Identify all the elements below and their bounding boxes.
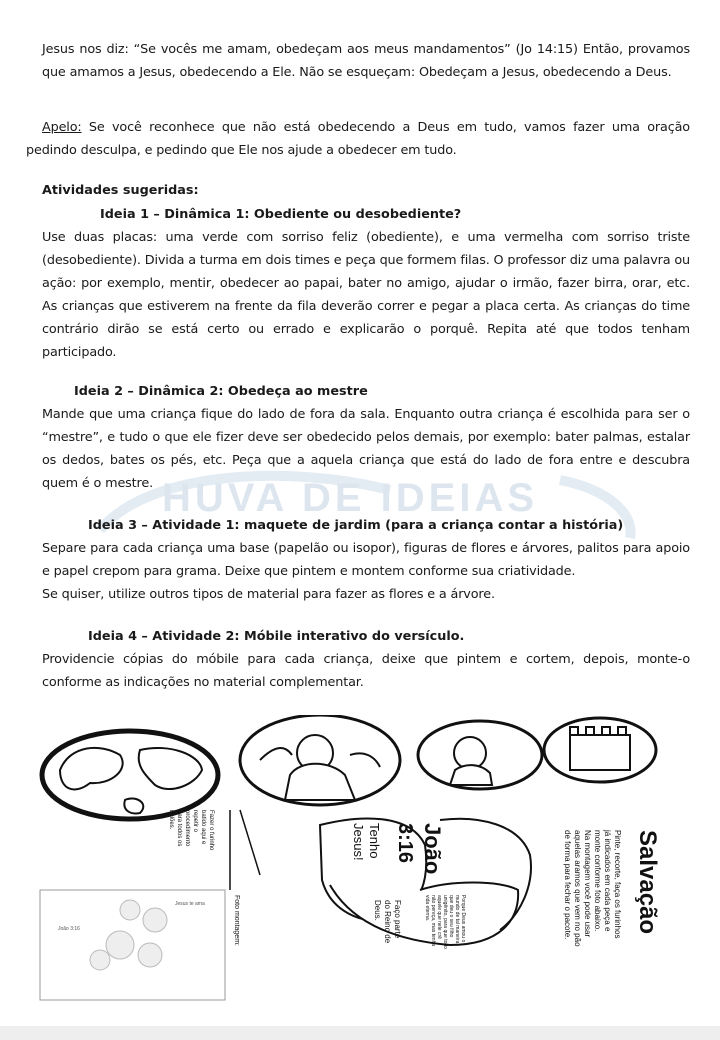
small-note-3: que deu o seu filho — [448, 895, 454, 938]
intro-paragraph: Jesus nos diz: “Se vocês me amam, obedeçam aos meus mandamentos” (Jo 14:15) Então, provamos que amamos a Jesus, obedecendo a Ele. Não se esqueçam: Obedeçam a Jesus, obedecendo a Deus. — [42, 42, 690, 80]
idea1-body: Use duas placas: uma verde com sorriso feliz (obediente), e uma vermelha com sorriso triste (desobediente). Divida a turma em dois times e peça que formem filas. O professor diz uma palavra ou ação: por exemplo, mentir, obedecer ao papai, bater no amigo, ajudar o irmão, fazer birra, orar, etc. As crianças que estiverem na frente da fila deverão correr e pegar a placa certa. As crianças do time contrário dirão se está certo ou errado e explicarão o porquê. Repita até que todos tenham participado. — [42, 230, 690, 360]
appeal-text: Se você reconhece que não está obedecendo a Deus em tudo, vamos fazer uma oração pedindo desculpa, e pedindo que Ele nos ajude a obedecer em tudo. — [26, 120, 690, 158]
salvacao-line-2: já indicados em cada peça e — [603, 830, 612, 932]
idea3-body2: Se quiser, utilize outros tipos de material para fazer as flores e a árvore. — [42, 587, 495, 602]
furinho-2: batido aqui e — [200, 810, 206, 845]
footer-bar — [0, 1026, 720, 1040]
salvacao-line-1: Pinte, recorte, faça os furinhos — [613, 830, 622, 939]
appeal-paragraph — [26, 116, 690, 162]
furinho-3: repetir o — [192, 810, 198, 833]
furinho-1: Fazer o furinho — [208, 810, 214, 851]
faco-parte-1: Faço parte — [393, 900, 402, 939]
idea3-body1: Separe para cada criança uma base (papelão ou isopor), figuras de flores e árvores, palitos para apoio e papel crepom para grama. Deixe que pintem e montem conforme sua criatividade. — [42, 541, 690, 579]
idea1-title: Ideia 1 – Dinâmica 1: Obediente ou desobediente? — [100, 207, 462, 222]
faco-parte-2: do Reino de — [383, 900, 392, 944]
globe-icon — [42, 731, 218, 819]
tenho-label: Tenho — [367, 823, 382, 859]
salvacao-line-5: aquelas aramos que vem no pão — [573, 830, 582, 947]
small-note-1: Porque Deus amou o — [460, 895, 466, 943]
castle-drawing — [544, 718, 656, 782]
photo-label: Jesus te ama — [175, 901, 205, 907]
salvacao-line-4: Na montagem você pode usar — [583, 830, 592, 938]
idea2-title: Ideia 2 – Dinâmica 2: Obedeça ao mestre — [74, 384, 368, 399]
foto-montagem-label: Foto montagem: — [233, 895, 240, 946]
furinho-6: balões. — [168, 810, 174, 830]
small-note-7: vida eterna. — [424, 895, 430, 922]
appeal-label: Apelo: — [42, 120, 82, 135]
photo-montage-box — [40, 890, 225, 1000]
verse-ref: 3:16 — [394, 823, 416, 864]
idea3-title: Ideia 3 – Atividade 1: maquete de jardim (para a criança contar a história) — [88, 518, 624, 533]
jesus-drawing — [240, 715, 400, 805]
faco-parte-3: Deus. — [373, 900, 382, 921]
jesus-label: Jesus! — [351, 823, 366, 861]
joao-label: João — [420, 823, 445, 875]
small-note-5: aquele que nele crê — [436, 895, 442, 939]
small-note-4: unigênito, para que todo — [442, 895, 448, 949]
small-note-2: mundo de tal maneira — [454, 895, 460, 944]
idea4-title: Ideia 4 – Atividade 2: Móbile interativo do versículo. — [88, 629, 465, 644]
watermark-text: HUVA DE IDEIAS — [161, 476, 539, 520]
salvacao-line-6: de forma para fechar o pacote. — [563, 830, 572, 940]
child-drawing — [418, 721, 542, 789]
salvacao-title: Salvação — [634, 830, 661, 935]
mobile-illustration — [30, 715, 680, 1019]
furinho-4: procedimento — [184, 810, 190, 847]
idea2-body: Mande que uma criança fique do lado de fora da sala. Enquanto outra criança é escolhida para ser o “mestre”, e tudo o que ele fizer deve ser obedecido pelos demais, por exemplo: bater palmas, estalar os dedos, bates os pés, etc. Peça que a aquela criança que está do lado de fora entre e descubra quem é o mestre. — [42, 407, 690, 491]
small-note-6: não pereça, mas tenha — [430, 895, 436, 947]
idea4-body: Providencie cópias do móbile para cada criança, deixe que pintem e cortem, depois, monte-o conforme as indicações no material complementar. — [42, 652, 690, 690]
photo-label-2: João 3:16 — [58, 926, 80, 932]
furinho-5: para todos os — [176, 810, 182, 847]
salvacao-line-3: monte conforme foto abaixo. — [593, 830, 602, 932]
activities-heading: Atividades sugeridas: — [42, 183, 199, 198]
